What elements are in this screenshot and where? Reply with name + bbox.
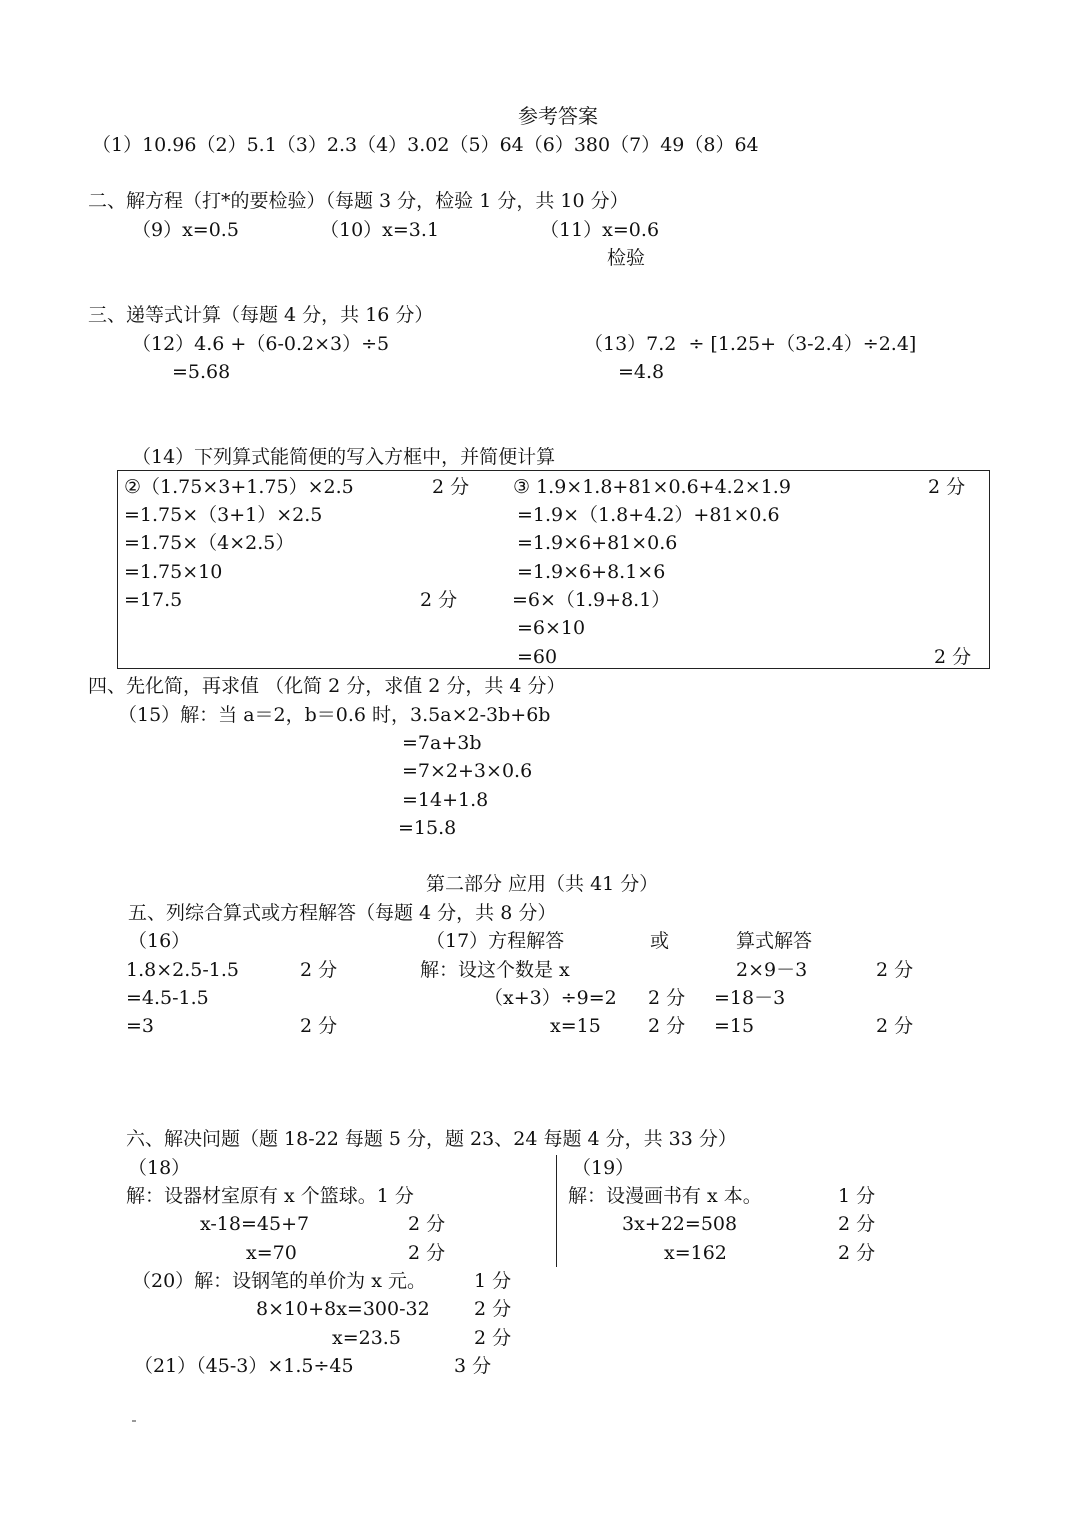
box-left-score: 2 分	[420, 589, 458, 611]
q17-alt-line: =18－3	[714, 987, 786, 1009]
q18-line: 解：设器材室原有 x 个篮球。1 分	[126, 1185, 414, 1207]
q16-line: =4.5-1.5	[126, 987, 209, 1009]
q15-step: =7×2+3×0.6	[402, 760, 533, 782]
q21-score: 3 分	[454, 1355, 492, 1377]
q20-score: 2 分	[474, 1298, 512, 1320]
q19-score: 1 分	[838, 1185, 876, 1207]
q20-line: x=23.5	[332, 1327, 401, 1349]
q17-alt-score: 2 分	[876, 1015, 914, 1037]
scan-speck	[132, 1420, 136, 1422]
box-left-score: 2 分	[432, 476, 470, 498]
box-right-line: =6×（1.9+8.1）	[512, 589, 671, 611]
box-right-score: 2 分	[928, 476, 966, 498]
q17-equation-line: x=15	[550, 1015, 601, 1037]
q17-alt-line: 2×9－3	[736, 959, 808, 981]
section3-heading: 三、递等式计算（每题 4 分，共 16 分）	[88, 304, 434, 326]
section5-heading: 五、列综合算式或方程解答（每题 4 分，共 8 分）	[128, 902, 557, 924]
q20-score: 1 分	[474, 1270, 512, 1292]
q17-alt-line: =15	[714, 1015, 755, 1037]
q20-line: 8×10+8x=300-32	[256, 1298, 430, 1320]
q19-line: x=162	[664, 1242, 727, 1264]
q17-or: 或	[650, 930, 670, 952]
q12-result: =5.68	[172, 361, 231, 383]
box-left-line: =1.75×10	[124, 561, 223, 583]
box-left-line: =17.5	[124, 589, 183, 611]
q18-score: 2 分	[408, 1213, 446, 1235]
box-right-line: =1.9×（1.8+4.2）+81×0.6	[517, 504, 780, 526]
box-right-score: 2 分	[934, 646, 972, 668]
section4-heading: 四、先化简，再求值 （化简 2 分，求值 2 分，共 4 分）	[88, 675, 566, 697]
q16-score: 2 分	[300, 1015, 338, 1037]
q16-score: 2 分	[300, 959, 338, 981]
q13-expression: （13）7.2 ÷ [1.25+（3-2.4）÷2.4]	[584, 333, 917, 355]
q15-step: =7a+3b	[402, 732, 482, 754]
q18-line: x-18=45+7	[200, 1213, 310, 1235]
section6-heading: 六、解决问题（题 18-22 每题 5 分，题 23、24 每题 4 分，共 33 分）	[126, 1128, 737, 1150]
part2-heading: 第二部分 应用（共 41 分）	[426, 873, 659, 895]
q14-heading: （14）下列算式能简便的写入方框中，并简便计算	[132, 446, 556, 468]
q16-label: （16）	[128, 930, 191, 952]
q18-line: x=70	[246, 1242, 297, 1264]
q21-expression: （21）（45-3）×1.5÷45	[134, 1355, 354, 1377]
q20-line: （20）解：设钢笔的单价为 x 元。	[132, 1270, 426, 1292]
q19-score: 2 分	[838, 1213, 876, 1235]
q18-score: 2 分	[408, 1242, 446, 1264]
box-right-line: =1.9×6+8.1×6	[517, 561, 666, 583]
q11-check-label: 检验	[607, 247, 646, 269]
q19-line: 3x+22=508	[622, 1213, 738, 1235]
q16-line: =3	[126, 1015, 155, 1037]
q19-label: （19）	[572, 1157, 635, 1179]
q20-score: 2 分	[474, 1327, 512, 1349]
q15-step: =15.8	[398, 817, 457, 839]
q16-line: 1.8×2.5-1.5	[126, 959, 239, 981]
box-left-line: =1.75×（3+1）×2.5	[124, 504, 323, 526]
q17-alt-score: 2 分	[876, 959, 914, 981]
q12-expression: （12）4.6 +（6-0.2×3）÷5	[132, 333, 390, 355]
section2-heading: 二、解方程（打*的要检验）（每题 3 分，检验 1 分，共 10 分）	[88, 190, 629, 212]
column-divider	[556, 1155, 557, 1267]
box-left-line: ②（1.75×3+1.75）×2.5	[124, 476, 354, 498]
page-title: 参考答案	[518, 104, 598, 128]
q11-answer: （11）x=0.6	[540, 219, 660, 241]
box-right-line: =6×10	[517, 617, 586, 639]
q19-line: 解：设漫画书有 x 本。	[568, 1185, 762, 1207]
q17-alt-heading: 算式解答	[736, 930, 813, 952]
q15-step: =14+1.8	[402, 789, 489, 811]
box-left-line: =1.75×（4×2.5）	[124, 532, 295, 554]
box-right-line: ③ 1.9×1.8+81×0.6+4.2×1.9	[513, 476, 791, 498]
q17-equation-line: （x+3）÷9=2	[484, 987, 617, 1009]
q17-equation-score: 2 分	[648, 1015, 686, 1037]
box-right-line: =1.9×6+81×0.6	[517, 532, 678, 554]
q9-answer: （9）x=0.5	[132, 219, 239, 241]
q17-heading: （17）方程解答	[426, 930, 565, 952]
q17-equation-score: 2 分	[648, 987, 686, 1009]
q17-equation-line: 解：设这个数是 x	[420, 959, 570, 981]
q19-score: 2 分	[838, 1242, 876, 1264]
box-right-line: =60	[517, 646, 558, 668]
q15-statement: （15）解：当 a＝2，b＝0.6 时，3.5a×2-3b+6b	[118, 704, 551, 726]
q13-result: =4.8	[618, 361, 665, 383]
q18-label: （18）	[128, 1157, 191, 1179]
part1-answers: （1）10.96（2）5.1（3）2.3（4）3.02（5）64（6）380（7）49（8）64	[92, 134, 759, 156]
q10-answer: （10）x=3.1	[320, 219, 440, 241]
